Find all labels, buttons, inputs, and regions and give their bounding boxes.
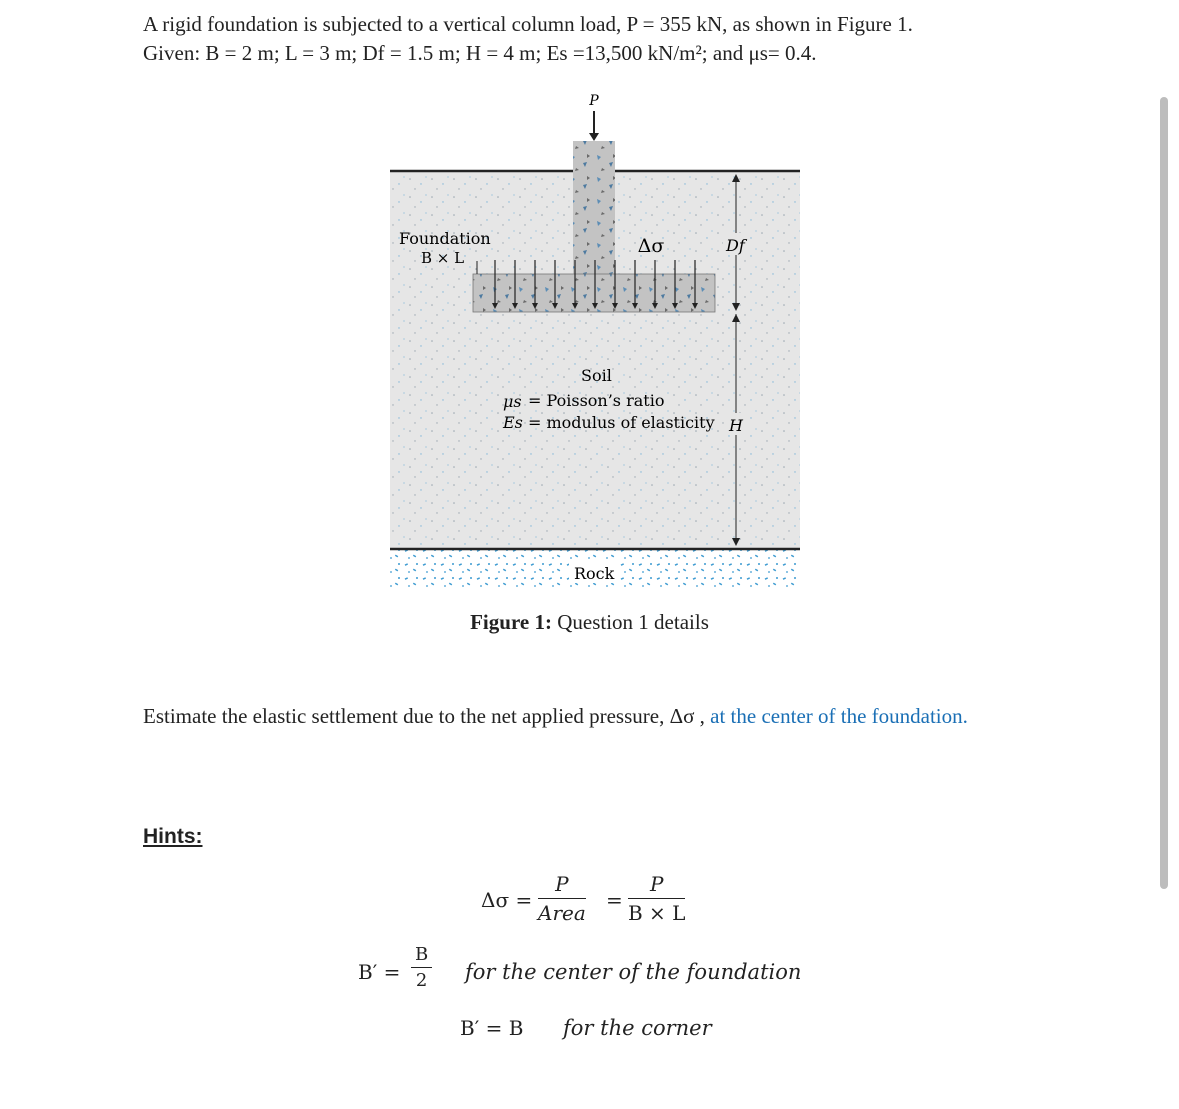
eq3-description: for the corner (563, 1016, 712, 1040)
soil-label: Soil (581, 366, 612, 385)
question-highlight: at the center of the foundation. (710, 704, 968, 728)
rock-label: Rock (574, 564, 615, 583)
column (573, 141, 615, 275)
eq1-frac2-denominator: B × L (628, 901, 686, 925)
problem-line-2: Given: B = 2 m; L = 3 m; Df = 1.5 m; H = 4 m; Es =13,500 kN/m²; and μs= 0.4. (143, 41, 817, 65)
foundation-label: Foundation (399, 229, 491, 248)
delta-sigma-label: Δσ (637, 235, 665, 257)
eq1-lhs: Δσ = (481, 888, 533, 912)
df-label: Df (726, 236, 745, 255)
poisson-ratio-definition: = Poisson’s ratio (528, 391, 665, 410)
eq1-frac2-numerator: P (628, 872, 685, 899)
question-text (143, 702, 1037, 731)
poisson-ratio-symbol: μs (503, 392, 522, 411)
eq2-frac-denominator: 2 (415, 970, 428, 991)
load-arrowhead (589, 133, 599, 141)
load-label: P (589, 93, 599, 109)
caption-text: Question 1 details (551, 610, 709, 634)
eq2-lhs: B′ = (358, 960, 401, 984)
modulus-symbol: Es (503, 413, 523, 432)
hints-title: Hints: (143, 825, 203, 848)
question-part-1: Estimate the elastic settlement due to the net applied pressure, Δσ , (143, 704, 711, 728)
problem-line-1: A rigid foundation is subjected to a vertical column load, P = 355 kN, as shown in Figure 1. (143, 12, 913, 36)
eq1-equals: = (606, 888, 623, 912)
eq1-frac1-numerator: P (538, 872, 586, 899)
eq2-fraction (411, 944, 432, 991)
foundation-dimension-label: B × L (421, 249, 465, 267)
problem-statement (143, 10, 1063, 68)
modulus-definition: = modulus of elasticity (528, 413, 715, 432)
caption-label: Figure 1: (470, 610, 552, 634)
figure-caption (0, 610, 1179, 635)
eq3-lhs: B′ = B (460, 1016, 524, 1040)
eq1-fraction-1 (538, 872, 586, 925)
eq2-description: for the center of the foundation (465, 960, 802, 984)
eq1-frac1-denominator: Area (538, 901, 586, 925)
h-label: H (729, 416, 743, 435)
eq2-frac-numerator: B (411, 944, 432, 968)
vertical-scrollbar[interactable] (1160, 97, 1168, 889)
eq1-fraction-2 (628, 872, 685, 925)
foundation-figure (385, 85, 810, 595)
